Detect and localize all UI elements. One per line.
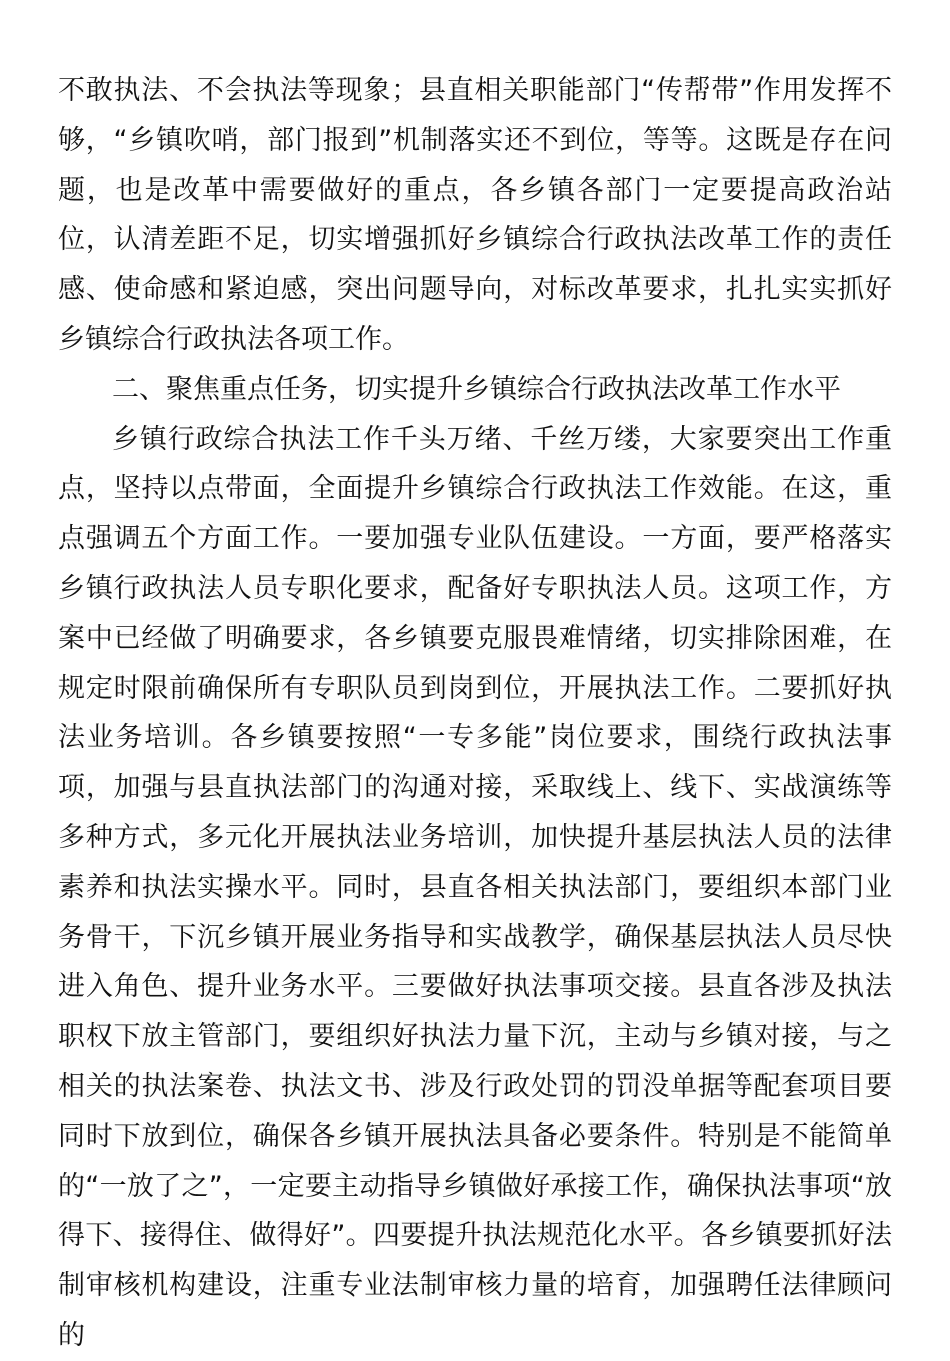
section-heading: 二、聚焦重点任务，切实提升乡镇综合行政执法改革工作水平 xyxy=(112,373,841,405)
document-body xyxy=(58,66,892,1361)
paragraph-continued: 不敢执法、不会执法等现象；县直相关职能部门“传帮带”作用发挥不够，“乡镇吹哨，部门报到”机制落实还不到位，等等。这既是存在问题，也是改革中需要做好的重点，各乡镇各部门一定要提高政治站位，认清差距不足，切实增强抓好乡镇综合行政执法改革工作的责任感、使命感和紧迫感，突出问题导向，对标改革要求，扎扎实实抓好乡镇综合行政执法各项工作。 xyxy=(58,75,892,355)
paragraph-main: 乡镇行政综合执法工作千头万绪、千丝万缕，大家要突出工作重点，坚持以点带面，全面提升乡镇综合行政执法工作效能。在这，重点强调五个方面工作。一要加强专业队伍建设。一方面，要严格落实乡镇行政执法人员专职化要求，配备好专职执法人员。这项工作，方案中已经做了明确要求，各乡镇要克服畏难情绪，切实排除困难，在规定时限前确保所有专职队员到岗到位，开展执法工作。二要抓好执法业务培训。各乡镇要按照“一专多能”岗位要求，围绕行政执法事项，加强与县直执法部门的沟通对接，采取线上、线下、实战演练等多种方式，多元化开展执法业务培训，加快提升基层执法人员的法律素养和执法实操水平。同时，县直各相关执法部门，要组织本部门业务骨干，下沉乡镇开展业务指导和实战教学，确保基层执法人员尽快进入角色、提升业务水平。三要做好执法事项交接。县直各涉及执法职权下放主管部门，要组织好执法力量下沉，主动与乡镇对接，与之相关的执法案卷、执法文书、涉及行政处罚的罚没单据等配套项目要同时下放到位，确保各乡镇开展执法具备必要条件。特别是不能简单的“一放了之”，一定要主动指导乡镇做好承接工作，确保执法事项“放得下、接得住、做得好”。四要提升执法规范化水平。各乡镇要抓好法制审核机构建设，注重专业法制审核力量的培育，加强聘任法律顾问的 xyxy=(58,423,892,1351)
